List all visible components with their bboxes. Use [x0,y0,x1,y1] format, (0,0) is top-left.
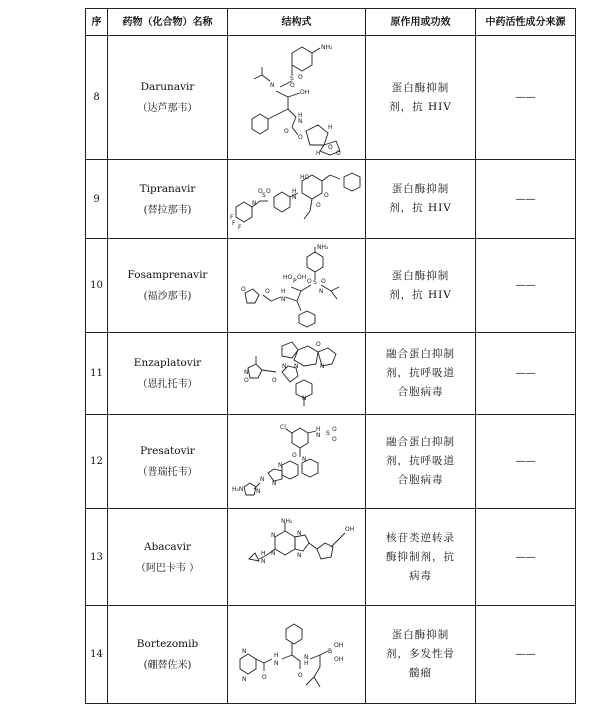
svg-text:H: H [297,111,303,119]
svg-text:O: O [265,188,271,195]
svg-text:N: N [281,362,286,370]
svg-text:O: O [297,133,303,141]
table-row [86,509,576,606]
source-cell: —— [476,509,576,606]
drug-name-cn: （普瑞托韦） [137,467,198,478]
svg-text:H: H [273,651,279,659]
svg-text:O: O [331,435,337,443]
drug-name-cn: (福沙那韦) [143,291,192,302]
function-line: 剂，抗 HIV [389,288,452,301]
function-cell [366,239,476,333]
function-line: 蛋白酶抑制 [391,629,450,641]
drug-name [108,36,228,160]
function-line: 髓瘤 [409,667,432,679]
drug-name-en: Darunavir [140,81,195,93]
svg-text:O: O [261,673,267,681]
svg-text:H: H [291,188,297,195]
drug-name [108,415,228,509]
svg-text:N: N [271,479,276,487]
svg-text:O: O [327,143,333,151]
svg-text:OH: OH [299,88,309,96]
svg-text:O: O [297,73,303,81]
svg-text:O: O [323,192,329,199]
drug-name-en: Bortezomib [136,638,199,650]
drug-name-cn: （阿巴卡韦 ） [135,562,200,574]
svg-text:OH: OH [333,655,343,663]
drug-name [108,160,228,239]
svg-text:N: N [301,455,306,463]
structure-cell [228,606,366,704]
svg-text:H: H [315,425,321,433]
svg-text:O: O [240,285,246,293]
svg-text:O: O [291,451,297,459]
svg-text:H: H [327,123,333,131]
svg-text:Cl: Cl [279,423,286,431]
svg-text:N: N [297,117,302,125]
svg-text:H: H [303,659,309,667]
function-cell [366,606,476,704]
structure-cell [228,333,366,415]
svg-text:OH: OH [333,641,343,649]
function-line: 合胞病毒 [397,386,444,398]
svg-text:N: N [270,550,275,557]
svg-text:O: O [297,671,303,679]
function-cell [366,415,476,509]
enzaplatovir-structure [242,336,352,412]
structure-cell [228,239,366,333]
svg-text:N: N [243,368,248,376]
svg-text:N: N [296,552,301,559]
svg-text:O: O [257,188,263,195]
source-cell: —— [476,415,576,509]
svg-text:O: O [289,81,295,89]
drug-name [108,333,228,415]
svg-text:O: O [331,425,337,433]
drug-table [85,8,576,704]
drug-name-cn: （达芦那韦） [137,103,198,114]
svg-text:O: O [243,376,249,384]
svg-text:HO: HO [299,174,309,181]
function-line: 剂，多发性骨 [386,648,455,660]
svg-text:B: B [327,647,332,655]
row-no: 10 [86,239,108,333]
function-line: 剂，抗呼吸道 [386,367,455,379]
bortezomib-structure [234,615,360,695]
svg-text:N: N [318,287,323,295]
svg-text:N: N [259,475,264,483]
tipranavir-structure [230,167,364,231]
svg-text:O: O [315,202,321,209]
function-line: 合胞病毒 [397,474,444,486]
svg-text:O: O [264,287,270,295]
function-cell [366,160,476,239]
svg-text:N: N [241,647,246,655]
svg-text:O: O [283,127,289,135]
svg-text:N: N [255,487,260,495]
header-name: 药物（化合物）名称 [108,9,228,36]
drug-name [108,509,228,606]
source-cell: —— [476,160,576,239]
structure-cell [228,36,366,160]
drug-name-cn: (替拉那韦) [143,204,192,216]
svg-text:HO: HO [282,273,292,281]
function-line: 剂，抗 HIV [389,202,452,214]
row-no: 9 [86,160,108,239]
table-row [86,36,576,160]
table-row [86,239,576,333]
function-cell [366,36,476,160]
svg-text:N: N [319,362,324,370]
source-cell: —— [476,606,576,704]
header-structure: 结构式 [228,9,366,36]
svg-text:S: S [289,74,294,82]
function-cell [366,333,476,415]
header-row [86,9,576,36]
drug-name-cn: (硼替佐米) [143,660,192,671]
source-cell: —— [476,239,576,333]
row-no: 8 [86,36,108,160]
table-row [86,415,576,509]
svg-text:S: S [261,192,266,199]
function-line: 融合蛋白抑制 [386,436,455,448]
svg-text:N: N [269,81,274,89]
table-row [86,160,576,239]
structure-cell [228,509,366,606]
svg-text:NH₂: NH₂ [320,43,332,51]
structure-cell [228,415,366,509]
svg-text:O: O [335,149,341,157]
row-no: 13 [86,509,108,606]
svg-text:N: N [293,362,298,370]
header-no: 序 [86,9,108,36]
svg-text:H: H [260,550,266,557]
function-line: 融合蛋白抑制 [386,348,455,360]
row-no: 12 [86,415,108,509]
svg-text:F: F [231,220,235,227]
svg-text:NH₂: NH₂ [280,518,292,525]
svg-text:OH: OH [296,273,306,281]
function-cell [366,509,476,606]
structure-cell [228,160,366,239]
function-line: 剂，抗 HIV [389,100,452,113]
svg-text:N: N [296,530,301,537]
presatovir-structure [232,419,362,505]
source-cell: —— [476,333,576,415]
svg-text:N: N [241,675,246,683]
svg-text:S: S [312,278,317,286]
svg-text:O: O [320,277,326,285]
drug-name [108,606,228,704]
function-line: 酶抑制剂，抗 [386,550,455,563]
svg-text:F: F [229,214,233,221]
drug-name-en: Presatovir [140,445,195,457]
function-line: 蛋白酶抑制 [391,81,450,94]
drug-name [108,239,228,333]
drug-name-en: Tipranavir [139,182,196,195]
svg-text:N: N [251,200,256,207]
function-line: 剂，抗呼吸道 [386,455,455,467]
drug-name-cn: （恩扎托韦） [137,379,198,390]
function-line: 蛋白酶抑制 [391,183,450,195]
svg-text:N: N [291,194,296,201]
header-source: 中药活性成分来源 [476,9,576,36]
darunavir-structure [232,39,362,157]
svg-text:O: O [306,277,312,285]
svg-text:H: H [315,149,321,157]
svg-text:S: S [325,429,330,437]
svg-text:N: N [277,461,282,469]
svg-text:O: O [315,340,321,348]
svg-text:N: N [303,653,308,661]
function-line: 蛋白酶抑制 [391,269,450,282]
svg-text:N: N [301,394,306,402]
abacavir-structure [237,515,357,599]
function-line: 核苷类逆转录 [386,531,455,544]
source-cell: —— [476,36,576,160]
svg-text:NH₂: NH₂ [316,243,328,251]
svg-text:N: N [270,532,275,539]
fosamprenavir-structure [237,243,357,329]
svg-text:H₂N: H₂N [231,485,243,493]
row-no: 14 [86,606,108,704]
svg-text:OH: OH [344,526,354,533]
function-line: 病毒 [409,569,432,582]
table-row [86,606,576,704]
svg-text:P: P [292,277,297,285]
svg-text:N: N [280,295,285,303]
drug-name-en: Fosamprenavir [127,269,208,281]
table-row [86,333,576,415]
svg-text:N: N [260,558,265,565]
svg-text:N: N [315,431,320,439]
header-function: 原作用或功效 [366,9,476,36]
svg-text:O: O [271,376,277,384]
row-no: 11 [86,333,108,415]
drug-name-en: Enzaplatovir [133,357,202,369]
svg-text:N: N [273,659,278,667]
svg-text:F: F [237,224,241,231]
drug-name-en: Abacavir [143,540,191,553]
svg-text:H: H [280,287,286,295]
